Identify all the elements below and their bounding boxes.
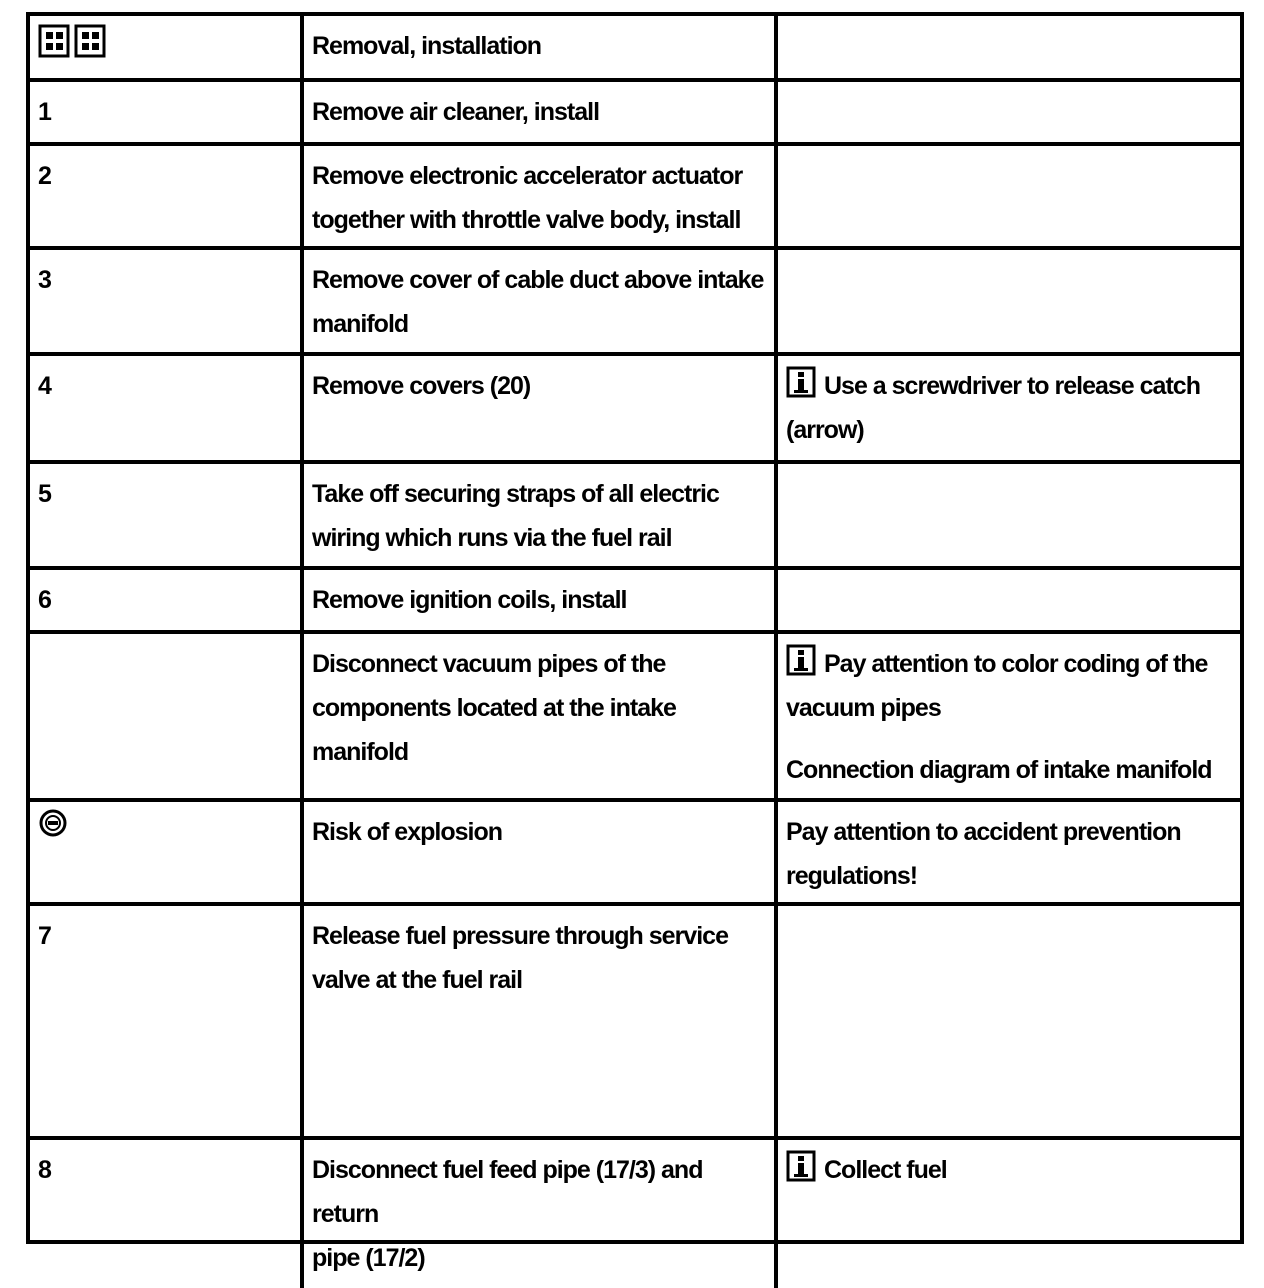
table-row <box>30 460 1240 566</box>
action-text <box>300 82 774 142</box>
table-row <box>30 1136 1240 1272</box>
action-line: manifold <box>312 310 409 338</box>
note-cell <box>774 906 1240 1136</box>
step-number: 4 <box>38 372 51 400</box>
connection-diagram-reference: Connection diagram of intake manifold <box>786 756 1212 784</box>
table-row <box>30 246 1240 352</box>
action-text <box>300 570 774 630</box>
note-cell <box>774 570 1240 630</box>
action-line: components located at the intake manifold <box>312 694 676 766</box>
action-line: together with throttle valve body, install <box>312 206 741 234</box>
note-line: Pay attention to accident prevention <box>786 818 1181 846</box>
info-icon <box>786 1150 816 1182</box>
note-line <box>786 364 1232 408</box>
action-text <box>300 464 774 568</box>
note-text <box>774 634 1240 800</box>
note-text-line: Pay attention to color coding of the <box>824 650 1208 678</box>
step-number: 7 <box>38 922 51 950</box>
note-line <box>786 1148 1232 1192</box>
step-number: 3 <box>38 266 51 294</box>
action-line: Remove cover of cable duct above intake <box>312 266 764 294</box>
note-cell <box>774 464 1240 568</box>
warning-icon-cell <box>30 802 300 906</box>
action-line: Remove ignition coils, install <box>312 586 627 614</box>
info-icon <box>786 644 816 676</box>
action-line: Release fuel pressure through service <box>312 922 728 950</box>
action-line: Remove air cleaner, install <box>312 98 600 126</box>
note-line <box>786 642 1232 686</box>
action-text <box>300 146 774 250</box>
header-title: Removal, installation <box>300 16 774 82</box>
table-row <box>30 902 1240 1136</box>
step-number <box>30 634 300 800</box>
action-line: Disconnect fuel feed pipe (17/3) and return <box>312 1156 703 1228</box>
note-text <box>774 1140 1240 1288</box>
action-text <box>300 250 774 354</box>
note-text <box>774 802 1240 906</box>
table-row <box>30 566 1240 630</box>
action-text <box>300 802 774 906</box>
step-number: 8 <box>38 1156 51 1184</box>
note-line: regulations! <box>786 862 918 890</box>
table-row <box>30 798 1240 902</box>
action-line: wiring which runs via the fuel rail <box>312 524 672 552</box>
step-number: 5 <box>38 480 51 508</box>
table-row <box>30 142 1240 246</box>
note-cell <box>774 146 1240 250</box>
stop-warning-icon <box>38 808 68 838</box>
header-blank-cell <box>774 16 1240 82</box>
note-text-line: Collect fuel <box>824 1156 947 1184</box>
action-line: Risk of explosion <box>312 818 502 846</box>
note-line: vacuum pipes <box>786 694 941 722</box>
action-text <box>300 906 774 1136</box>
note-cell <box>774 250 1240 354</box>
info-icon <box>786 366 816 398</box>
action-line: Disconnect vacuum pipes of the <box>312 650 666 678</box>
table-row <box>30 78 1240 142</box>
note-cell <box>774 82 1240 142</box>
procedure-table <box>26 12 1244 1272</box>
table-header-row <box>30 16 1240 78</box>
table-row <box>30 352 1240 460</box>
note-text-line: Use a screwdriver to release catch <box>824 372 1200 400</box>
action-text <box>300 1140 774 1288</box>
action-line: Take off securing straps of all electric <box>312 480 719 508</box>
header-icons-cell <box>30 16 300 82</box>
note-text <box>774 356 1240 460</box>
table-row <box>30 630 1240 798</box>
action-line: valve at the fuel rail <box>312 966 523 994</box>
action-text <box>300 356 774 460</box>
action-line: pipe (17/2) <box>312 1244 425 1272</box>
step-number: 1 <box>38 98 51 126</box>
action-text <box>300 634 774 800</box>
action-line: Remove electronic accelerator actuator <box>312 162 743 190</box>
step-number: 6 <box>38 586 51 614</box>
action-line: Remove covers (20) <box>312 372 531 400</box>
removal-installation-icon <box>38 24 108 60</box>
note-line: (arrow) <box>786 416 864 444</box>
step-number: 2 <box>38 162 51 190</box>
